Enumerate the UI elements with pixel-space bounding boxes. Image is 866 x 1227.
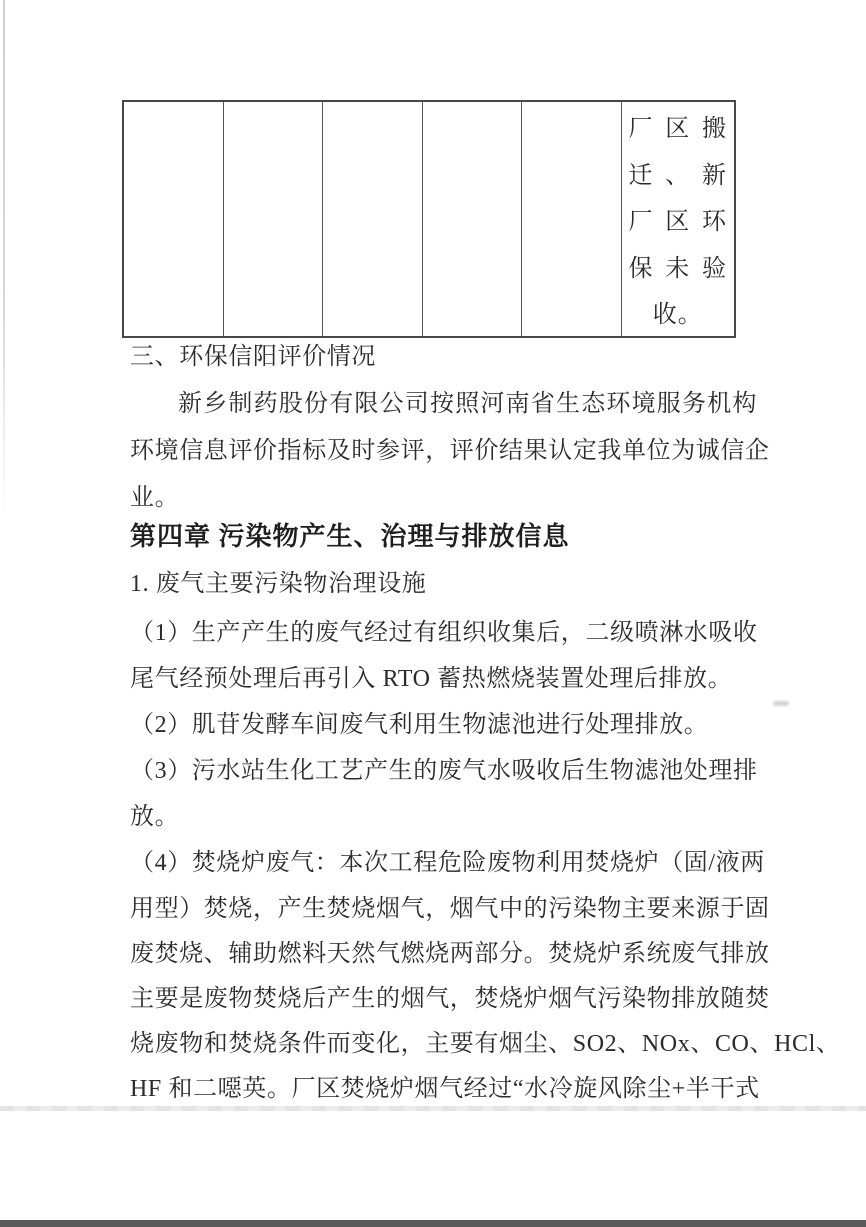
chapter4-item4-line: 烧废物和焚烧条件而变化，主要有烟尘、SO2、NOx、CO、HCl、 (130, 1031, 841, 1057)
table-cell-remark (622, 102, 735, 336)
table-cell-line: 保未验 (628, 255, 727, 282)
table-cell-empty-4 (423, 102, 523, 336)
chapter4-item4-line: HF 和二噁英。厂区焚烧炉烟气经过“水冷旋风除尘+半干式 (130, 1076, 760, 1102)
chapter4-item4-line: 废焚烧、辅助燃料天然气燃烧两部分。焚烧炉系统废气排放 (130, 941, 770, 967)
table-cell-empty-2 (224, 102, 324, 336)
table-cell-empty-5 (522, 102, 622, 336)
section3-paragraph-line: 新乡制药股份有限公司按照河南省生态环境服务机构 (178, 391, 758, 417)
chapter4-item4-line: 用型）焚烧，产生焚烧烟气，烟气中的污染物主要来源于固 (130, 896, 770, 922)
chapter4-item2-line: （2）肌苷发酵车间废气利用生物滤池进行处理排放。 (130, 712, 709, 738)
continued-table (122, 100, 736, 338)
table-cell-line: 厂区搬 (628, 116, 727, 142)
table-cell-empty-3 (323, 102, 423, 336)
section3-paragraph-line: 业。 (130, 485, 180, 511)
scan-bottom-shadow-bar (0, 1220, 866, 1227)
chapter4-item3-line: 放。 (130, 804, 180, 830)
table-cell-line: 厂区环 (628, 209, 727, 235)
chapter4-item-title: 1. 废气主要污染物治理设施 (130, 571, 427, 597)
chapter4-item4-line: （4）焚烧炉废气：本次工程危险废物利用焚烧炉（固/液两 (130, 850, 765, 876)
chapter4-item1-line: （1）生产产生的废气经过有组织收集后，二级喷淋水吸收 (130, 620, 758, 646)
table-cell-line: 收。 (652, 302, 703, 328)
section3-paragraph-line: 环境信息评价指标及时参评，评价结果认定我单位为诚信企 (130, 438, 770, 464)
chapter4-item4-line: 主要是废物焚烧后产生的烟气，焚烧炉烟气污染物排放随焚 (130, 986, 770, 1012)
scan-smudge-artifact (773, 701, 789, 706)
scan-streak-artifact (0, 1106, 866, 1111)
table-cell-empty-1 (124, 102, 224, 336)
chapter4-heading: 第四章 污染物产生、治理与排放信息 (130, 522, 570, 551)
table-cell-line: 迁、新 (628, 162, 727, 189)
chapter4-item3-line: （3）污水站生化工艺产生的废气水吸收后生物滤池处理排 (130, 758, 758, 784)
chapter4-item1-line: 尾气经预处理后再引入 RTO 蓄热燃烧装置处理后排放。 (130, 666, 733, 692)
scan-left-edge-line (3, 0, 5, 520)
section3-heading: 三、环保信阳评价情况 (130, 344, 376, 370)
